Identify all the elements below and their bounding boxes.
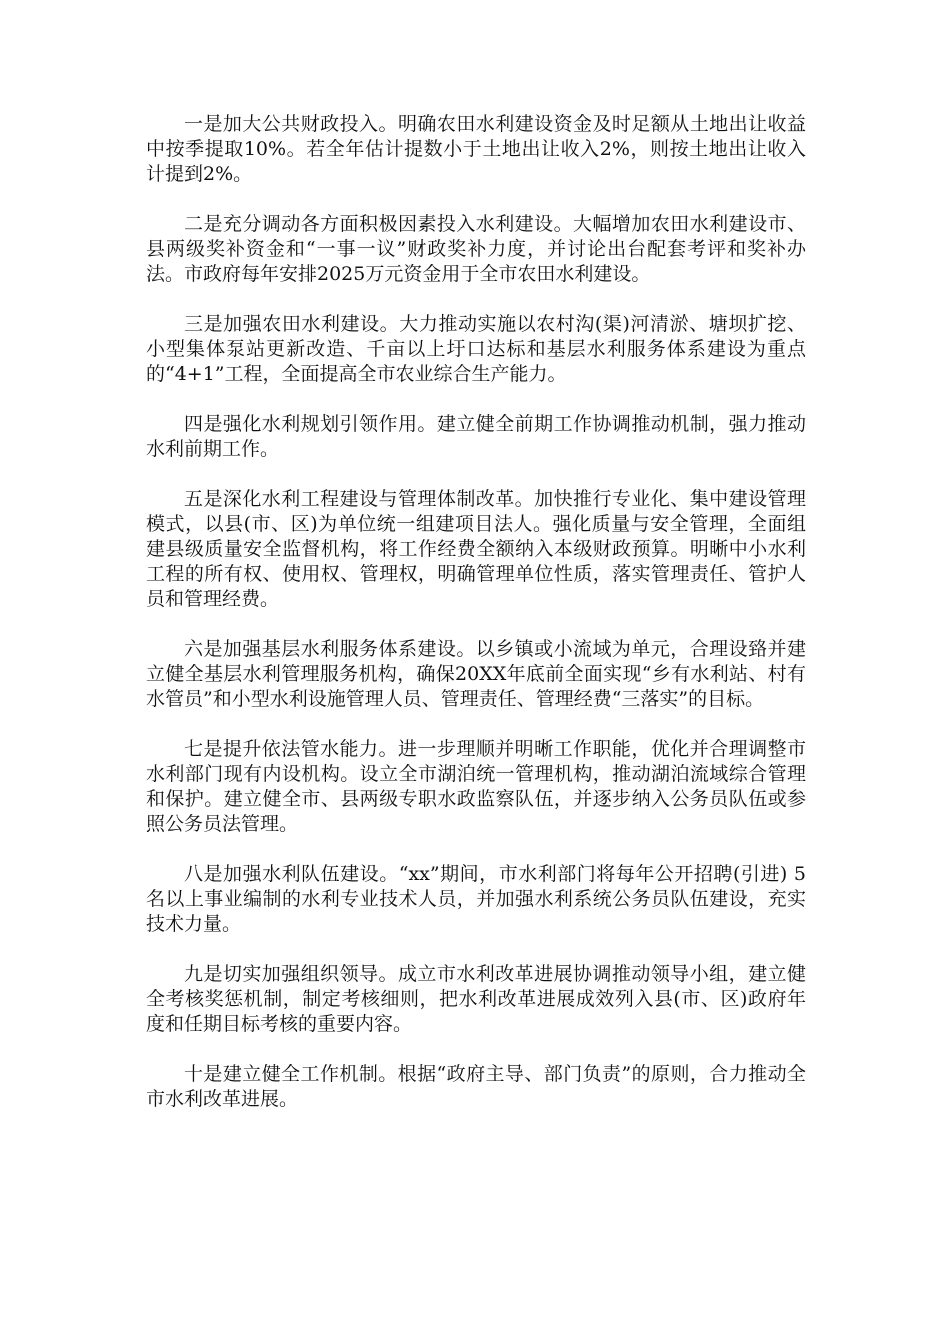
paragraph-8: 八是加强水利队伍建设。“xx”期间，市水利部门将每年公开招聘(引进) 5名以上事业编制的水利专业技术人员，并加强水利系统公务员队伍建设，充实技术力量。 [146, 863, 806, 935]
paragraph-10: 十是建立健全工作机制。根据“政府主导、部门负责”的原则，合力推动全市水利改革进展。 [146, 1063, 806, 1110]
paragraph-2: 二是充分调动各方面积极因素投入水利建设。大幅增加农田水利建设市、县两级奖补资金和“一事一议”财政奖补力度，并讨论出台配套考评和奖补办法。市政府每年安排2025万元资金用于全市农田水利建设。 [146, 213, 806, 285]
document-page [146, 112, 806, 1112]
paragraph-5: 五是深化水利工程建设与管理体制改革。加快推行专业化、集中建设管理模式，以县(市、区)为单位统一组建项目法人。强化质量与安全管理，全面组建县级质量安全监督机构，将工作经费全额纳入本级财政预算。明晰中小水利工程的所有权、使用权、管理权，明确管理单位性质，落实管理责任、管护人员和管理经费。 [146, 488, 806, 610]
paragraph-6: 六是加强基层水利服务体系建设。以乡镇或小流域为单元，合理设臵并建立健全基层水利管理服务机构，确保20XX年底前全面实现“乡有水利站、村有水管员”和小型水利设施管理人员、管理责任、管理经费“三落实”的目标。 [146, 638, 806, 710]
paragraph-3: 三是加强农田水利建设。大力推动实施以农村沟(渠)河清淤、塘坝扩挖、小型集体泵站更新改造、千亩以上圩口达标和基层水利服务体系建设为重点的“4+1”工程，全面提高全市农业综合生产能力。 [146, 313, 806, 385]
paragraph-4: 四是强化水利规划引领作用。建立健全前期工作协调推动机制，强力推动水利前期工作。 [146, 413, 806, 460]
paragraph-7: 七是提升依法管水能力。进一步理顺并明晰工作职能，优化并合理调整市水利部门现有内设机构。设立全市湖泊统一管理机构，推动湖泊流域综合管理和保护。建立健全市、县两级专职水政监察队伍，并逐步纳入公务员队伍或参照公务员法管理。 [146, 738, 806, 835]
paragraph-9: 九是切实加强组织领导。成立市水利改革进展协调推动领导小组，建立健全考核奖惩机制，制定考核细则，把水利改革进展成效列入县(市、区)政府年度和任期目标考核的重要内容。 [146, 963, 806, 1035]
paragraph-1: 一是加大公共财政投入。明确农田水利建设资金及时足额从土地出让收益中按季提取10%。若全年估计提数小于土地出让收入2%，则按土地出让收入计提到2%。 [146, 113, 806, 185]
